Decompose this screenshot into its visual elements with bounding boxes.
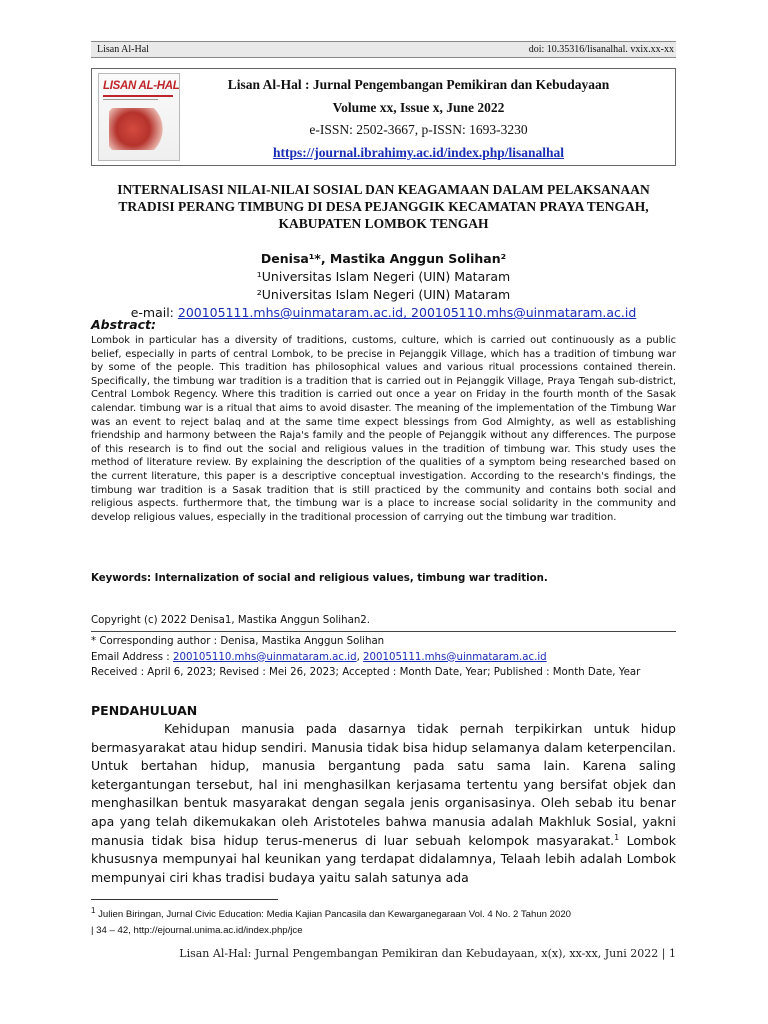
corresponding-emails [91,650,676,666]
footnote-line-1 [91,907,676,923]
running-head [91,41,676,58]
affiliation-1: ¹Universitas Islam Negeri (UIN) Mataram [256,269,511,284]
footnote [91,907,676,939]
section-heading: PENDAHULUAN [91,703,198,718]
cover-rule [103,95,173,97]
title-line: TRADISI PERANG TIMBUNG DI DESA PEJANGGIK KECAMATAN PRAYA TENGAH, [118,199,649,214]
journal-volume: Volume xx, Issue x, June 2022 [332,100,505,115]
author-block [91,250,676,322]
footnote-reference[interactable]: 1 [614,832,620,842]
corresponding-info [91,634,676,681]
introduction-paragraph [91,720,676,887]
affiliation-2: ²Universitas Islam Negeri (UIN) Mataram [256,287,511,302]
email-separator: , [356,651,364,663]
abstract-heading: Abstract: [91,317,157,332]
journal-header-box [91,68,676,166]
title-line: INTERNALISASI NILAI-NILAI SOSIAL DAN KEAGAMAAN DALAM PELAKSANAAN [117,182,650,197]
footnote-line-2: | 34 – 42, http://ejournal.unima.ac.id/index.php/jce [91,925,303,936]
abstract-text: Lombok in particular has a diversity of traditions, customs, culture, which is carried out continuously as a public belief, especially in parts of central Lombok, to be precise in Pejanggik Village, which has a tradition of timbung war by some of the people. This tradition has philosophical values and various ritual processions contained therein. Specifically, the timbung war tradition is a tradition that is carried out in Pejanggik Village, Praya Tengah sub-district, Central Lombok Regency. Where this tradition is carried out once a year on Friday in the fourth month of the Sasak calendar. timbung war is a ritual that aims to avoid disaster. The meaning of the implementation of the Timbung War was an event to reject balaq and at the same time expect blessings from God Almighty, as well as establishing friendship and harmony between the Raja's family and the people of Pejanggik without any differences. The purpose of this research is to find out the social and religious values in the tradition of timbung war. This study uses the method of literature review. By explaining the description of the qualities of a symptom being researched based on the current literature, this paper is a descriptive conceptual investigation. According to the research's findings, the timbung war tradition is a Sasak tradition that is still practiced by the community and contains both social and religious aspects. furthermore that, the timbung war is a place to increase social solidarity in the community and develop religious values, especially in the traditional procession of carrying out the timbung war tradition. [91,335,676,523]
corresponding-email-link-1[interactable]: 200105110.mhs@uinmataram.ac.id [172,651,357,663]
running-head-journal: Lisan Al-Hal [97,44,149,55]
author-emails [91,304,676,322]
corresponding-author: * Corresponding author : Denisa, Mastika Anggun Solihan [91,636,385,647]
cover-title: LISAN AL-HAL [103,80,180,92]
running-head-doi: doi: 10.35316/lisanalhal. vxix.xx-xx [528,44,674,55]
page-footer: Lisan Al-Hal: Jurnal Pengembangan Pemikiran dan Kebudayaan, x(x), xx-xx, Juni 2022 | 1 [179,947,676,960]
article-dates: Received : April 6, 2023; Revised : Mei 26, 2023; Accepted : Month Date, Year; Published : Month Date, Year [91,667,641,679]
journal-name: Lisan Al-Hal : Jurnal Pengembangan Pemikiran dan Kebudayaan [227,77,610,92]
email-address-label: Email Address : [91,651,173,663]
footnote-rule [91,899,278,900]
article-title [91,181,676,232]
journal-issn: e-ISSN: 2502-3667, p-ISSN: 1693-3230 [309,122,528,137]
corresponding-email-link-2[interactable]: 200105111.mhs@uinmataram.ac.id [363,651,547,663]
footnote-citation: Julien Biringan, Jurnal Civic Education: Media Kajian Pancasila dan Kewarganegaraan Vol. 4 No. 2 Tahun 2020 [95,909,572,920]
author-email-link[interactable]: 200105111.mhs@uinmataram.ac.id, 200105110.mhs@uinmataram.ac.id [177,305,637,320]
divider [91,631,676,632]
copyright-notice: Copyright (c) 2022 Denisa1, Mastika Anggun Solihan2. [91,615,370,626]
cover-rule-thin [103,99,158,100]
footnote-mark: 1 [91,905,96,915]
keywords: Keywords: Internalization of social and religious values, timbung war tradition. [91,573,548,584]
title-line: KABUPATEN LOMBOK TENGAH [278,216,489,231]
paragraph-text-continued: Lombok khususnya mempunyai hal keunikan yang terdapat didalamnya, Telaah lebih adalah Lombok mempunyai ciri khas tradisi budaya yaitu salah satunya ada [91,832,676,885]
paragraph-text: Kehidupan manusia pada dasarnya tidak pernah terpikirkan untuk hidup bermasyarakat atau hidup sendiri. Manusia tidak bisa hidup selamanya dalam keterpencilan. Untuk bertahan hidup, manusia bergantung pada satu sama lain. Karena saling ketergantungan tersebut, hal ini menghasilkan kerjasama tertentu yang bersifat objek dan menghasilkan bentuk masyarakat dengan segala jenis organisasinya. Oleh sebab itu benar apa yang telah dikemukakan oleh Aristoteles bahwa manusia adalah Makhluk Sosial, yakni manusia tidak bisa hidup terus-menerus di luar sebuah kelompok masyarakat. [91,721,676,848]
author-names: Denisa¹*, Mastika Anggun Solihan² [260,251,507,266]
email-label: e-mail: [130,305,174,320]
journal-url-link[interactable]: https://journal.ibrahimy.ac.id/index.php/lisanalhal [272,145,565,160]
